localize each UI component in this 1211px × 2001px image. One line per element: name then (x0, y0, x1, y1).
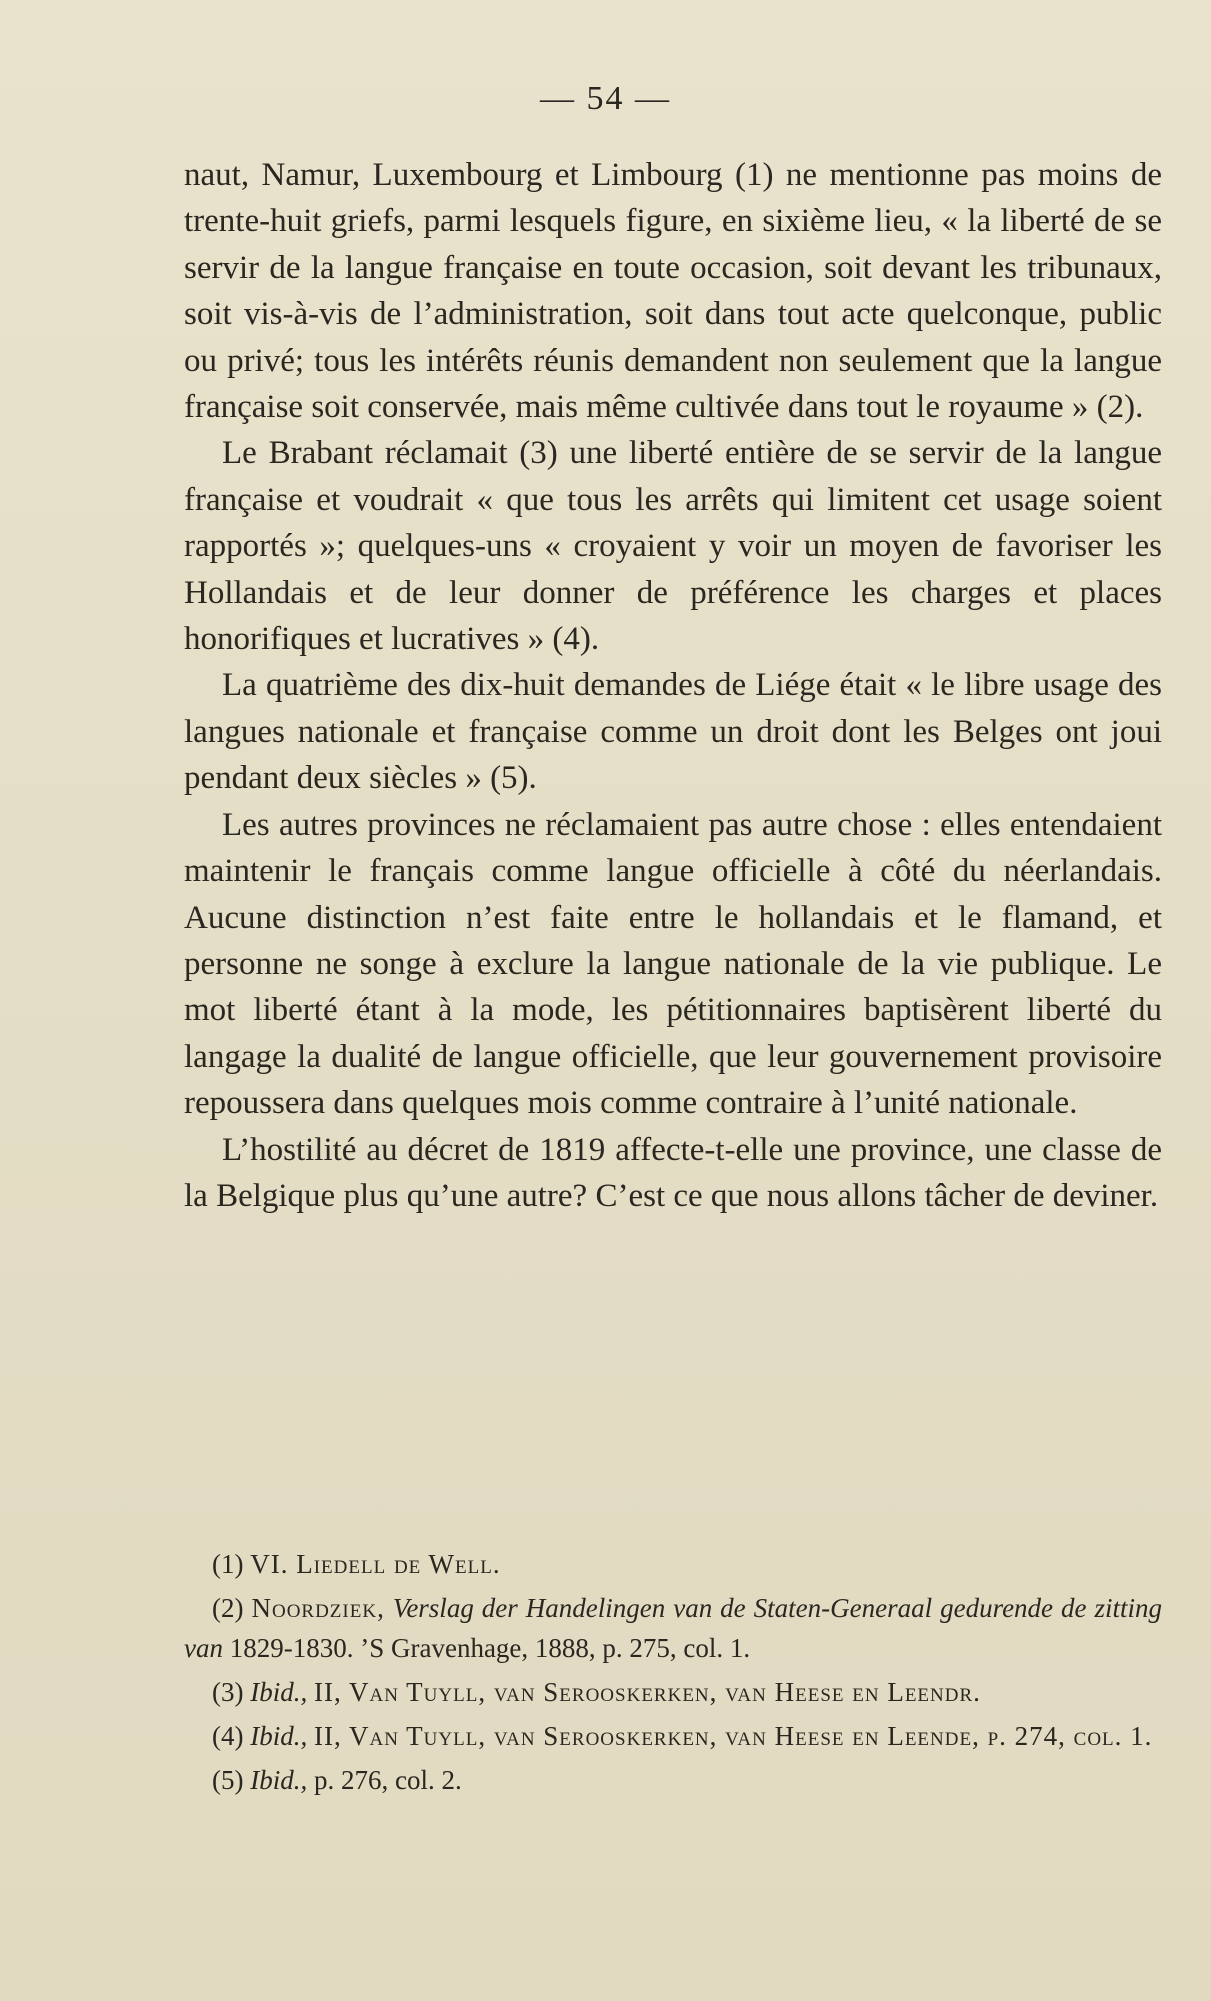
footnote-mark: (3) (212, 1677, 244, 1707)
footnote-text: 1829-1830. ’S Gravenhage, 1888, p. 275, col. 1. (229, 1633, 751, 1663)
footnote-ibid: Ibid., (250, 1721, 308, 1751)
footnote-text: VI. Liedell de Well. (250, 1549, 501, 1579)
footnote-4 (184, 1716, 1162, 1756)
footnote-ibid: Ibid., (250, 1765, 308, 1795)
footnote-3 (184, 1672, 1162, 1712)
footnote-text: II, Van Tuyll, van Serooskerken, van Heese en Leende, p. 274, col. 1. (313, 1721, 1153, 1751)
paragraph-1: naut, Namur, Luxembourg et Limbourg (1) ne mentionne pas moins de trente-huit griefs, parmi lesquels figure, en sixième lieu, « la liberté de se servir de la langue française en toute occasion, soit devant les tribunaux, soit vis-à-vis de l’administration, soit dans tout acte quelconque, public ou privé; tous les intérêts réunis demandent non seulement que la langue française soit conservée, mais même cultivée dans tout le royaume » (2). (184, 157, 1162, 426)
footnote-mark: (2) (212, 1593, 244, 1623)
footnote-1 (184, 1544, 1162, 1584)
footnote-mark: (1) (212, 1549, 244, 1579)
footnote-mark: (4) (212, 1721, 244, 1751)
main-text (184, 152, 1162, 1219)
footnote-text: II, Van Tuyll, van Serooskerken, van Heese en Leendr. (313, 1677, 981, 1707)
footnote-title: Verslag der Handelingen van de Staten-Generaal gedurende de zitting van (184, 1593, 1162, 1663)
paragraph-2: Le Brabant réclamait (3) une liberté entière de se servir de la langue française et voudrait « que tous les arrêts qui limitent cet usage soient rapportés »; quelques-uns « croyaient y voir un moyen de favoriser les Hollandais et de leur donner de préférence les charges et places honorifiques et lucratives » (4). (184, 435, 1162, 658)
footnote-5 (184, 1760, 1162, 1800)
footnote-2 (184, 1588, 1162, 1668)
footnote-ibid: Ibid., (250, 1677, 308, 1707)
footnote-mark: (5) (212, 1765, 244, 1795)
footnotes (184, 1544, 1162, 1804)
footnote-author: Noordziek, (251, 1593, 385, 1623)
page-number: — 54 — (540, 80, 671, 117)
paragraph-4: Les autres provinces ne réclamaient pas autre chose : elles entendaient maintenir le français comme langue officielle à côté du néerlandais. Aucune distinction n’est faite entre le hollandais et le flamand, et personne ne songe à exclure la langue nationale de la vie publique. Le mot liberté étant à la mode, les pétitionnaires baptisèrent liberté du langage la dualité de langue officielle, que leur gouvernement provisoire repoussera dans quelques mois comme contraire à l’unité nationale. (184, 806, 1162, 1122)
paragraph-3: La quatrième des dix-huit demandes de Liége était « le libre usage des langues nationale et française comme un droit dont les Belges ont joui pendant deux siècles » (5). (184, 667, 1162, 797)
paragraph-5: L’hostilité au décret de 1819 affecte-t-elle une province, une classe de la Belgique plus qu’une autre? C’est ce que nous allons tâcher de deviner. (184, 1131, 1162, 1214)
footnote-text: p. 276, col. 2. (313, 1765, 462, 1795)
